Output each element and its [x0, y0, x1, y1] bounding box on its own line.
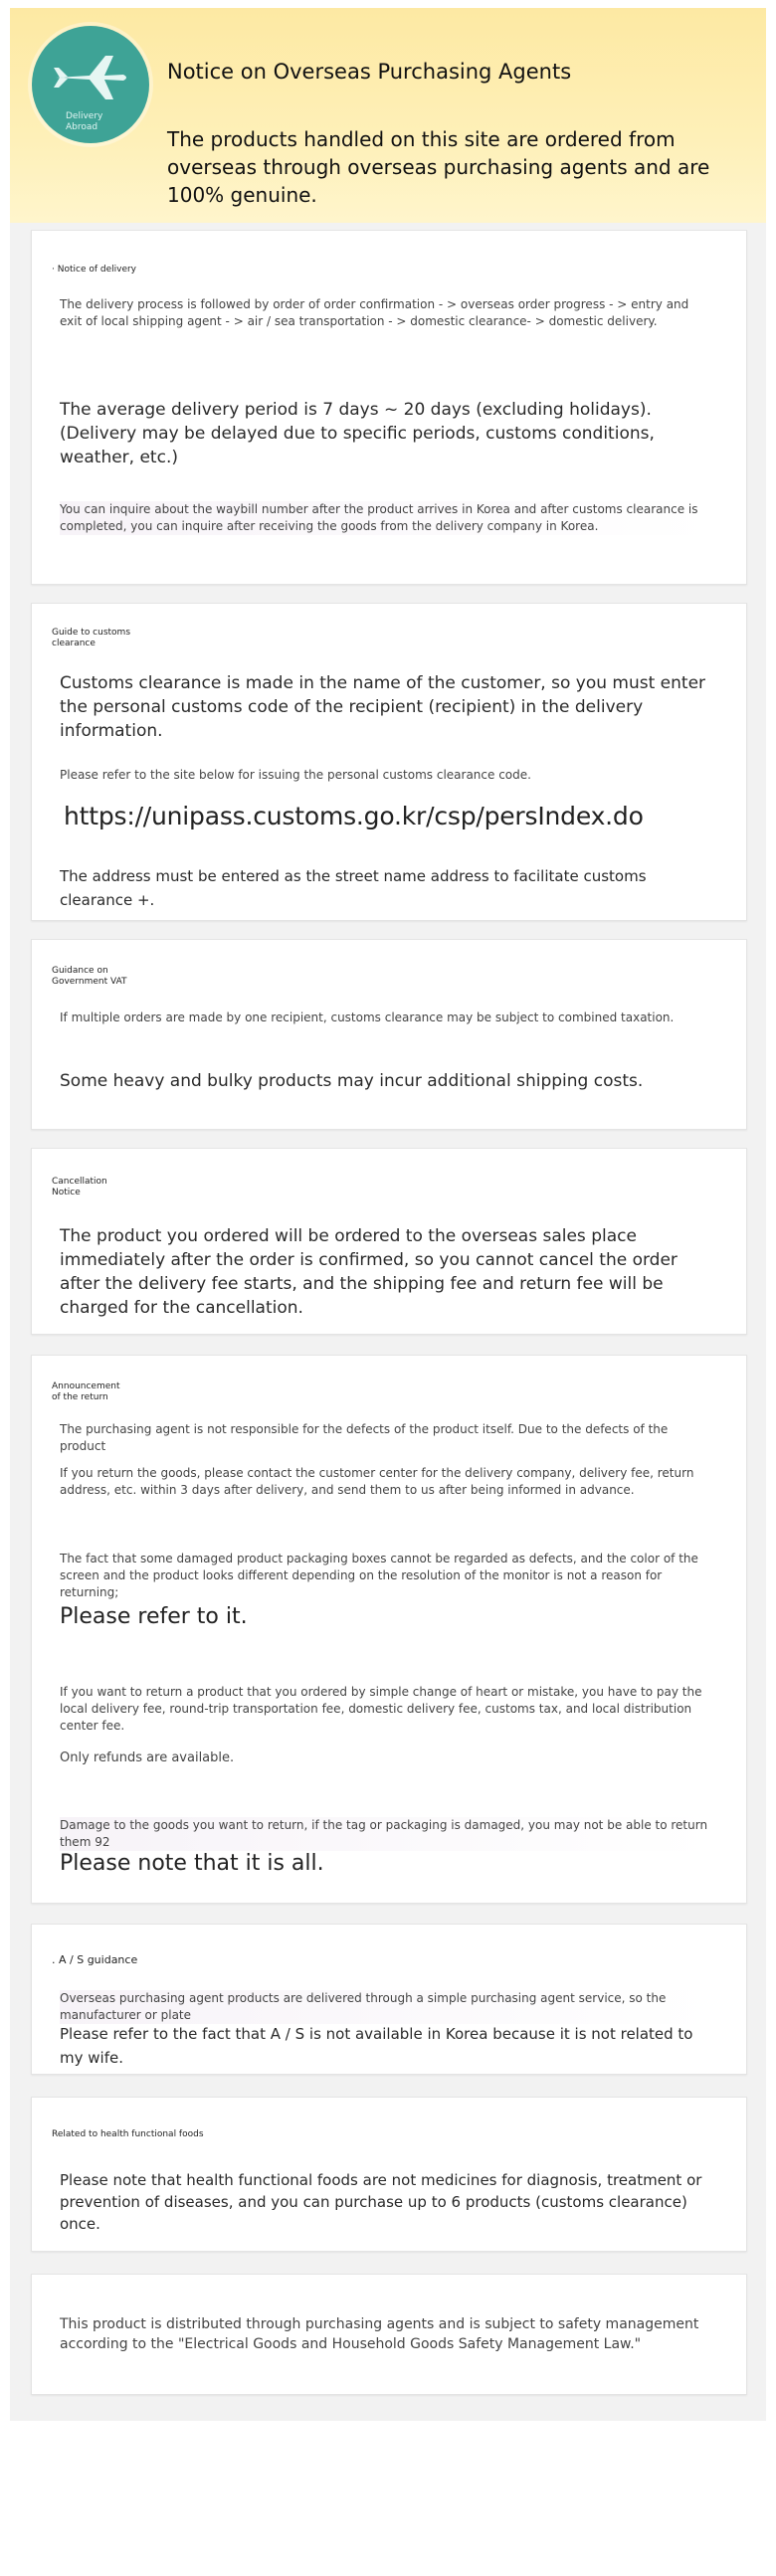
customs-code-text: Customs clearance is made in the name of the customer, so you must enter the personal customs code of the recipient (recipient) in the delivery information. — [60, 673, 706, 741]
section-label: · Notice of delivery — [52, 265, 137, 275]
cancellation-notice-card — [31, 1148, 747, 1335]
notice-header — [10, 8, 766, 223]
return-refer-text: Please refer to it. — [60, 1604, 248, 1629]
as-delivery-text: Overseas purchasing agent products are delivered through a simple purchasing agent service, so the manufacturer or plate — [60, 1990, 711, 2024]
delivery-notice-card — [31, 230, 747, 585]
safety-law-text: This product is distributed through purchasing agents and is subject to safety management according to the "Electrical Goods and Household Goods Safety Management Law." — [60, 2316, 699, 2352]
section-label: . A / S guidance — [52, 1953, 138, 1966]
return-note-text: Please note that it is all. — [60, 1851, 324, 1876]
waybill-inquiry-text: You can inquire about the waybill number after the product arrives in Korea and after customs clearance is completed, you can inquire after receiving the goods from the delivery company in Korea. — [60, 501, 711, 535]
customs-guide-card — [31, 603, 747, 921]
page-subtitle: The products handled on this site are ordered from overseas through overseas purchasing agents and are 100% genuine. — [167, 127, 710, 207]
content-panel — [10, 223, 766, 2421]
vat-guide-card — [31, 939, 747, 1130]
delivery-abroad-logo — [32, 26, 149, 143]
safety-management-card — [31, 2274, 747, 2395]
return-fees-text: If you want to return a product that you ordered by simple change of heart or mistake, you have to pay the local delivery fee, round-trip transportation fee, domestic delivery fee, customs tax, and local distribution center fee. — [60, 1685, 702, 1733]
return-packaging-text: The fact that some damaged product packaging boxes cannot be regarded as defects, and the color of the screen and the product looks different depending on the resolution of the monitor is not a reason for returning; — [60, 1552, 698, 1599]
refund-only-text: Only refunds are available. — [60, 1750, 235, 1765]
section-label: Related to health functional foods — [52, 2129, 204, 2139]
unipass-link[interactable]: https://unipass.customs.go.kr/csp/persIndex.do — [64, 802, 644, 830]
cancellation-text: The product you ordered will be ordered to the overseas sales place immediately after the order is confirmed, so you cannot cancel the order after the delivery fee starts, and the shipping fee and return fee will be charged for the cancellation. — [60, 1226, 678, 1318]
section-label: Guide to customs clearance — [52, 628, 131, 648]
as-guidance-card — [31, 1924, 747, 2075]
return-announcement-card — [31, 1355, 747, 1904]
section-label: Guidance on Government VAT — [52, 966, 127, 987]
as-korea-text: Please refer to the fact that A / S is not available in Korea because it is not related to my wife. — [60, 2025, 693, 2067]
shipping-cost-text: Some heavy and bulky products may incur additional shipping costs. — [60, 1071, 644, 1091]
return-contact-text: If you return the goods, please contact the customer center for the delivery company, delivery fee, return address, etc. within 3 days after delivery, and send them to us after being informed in advance. — [60, 1466, 694, 1497]
airplane-icon — [50, 48, 131, 107]
return-defects-text: The purchasing agent is not responsible for the defects of the product itself. Due to the defects of the product — [60, 1422, 669, 1453]
return-damage-text: Damage to the goods you want to return, if the tag or packaging is damaged, you may not be able to return them 92 — [60, 1817, 711, 1851]
logo-text: Delivery Abroad — [66, 111, 103, 132]
delivery-period-text: The average delivery period is 7 days ~ 20 days (excluding holidays). (Delivery may be delayed due to specific periods, customs conditions, weather, etc.) — [60, 400, 655, 467]
section-label: Cancellation Notice — [52, 1177, 107, 1197]
health-foods-card — [31, 2097, 747, 2252]
street-address-text: The address must be entered as the street name address to facilitate customs clearance +. — [60, 867, 647, 909]
combined-taxation-text: If multiple orders are made by one recipient, customs clearance may be subject to combined taxation. — [60, 1011, 675, 1024]
health-foods-text: Please note that health functional foods are not medicines for diagnosis, treatment or prevention of diseases, and you can purchase up to 6 products (customs clearance) once. — [60, 2171, 702, 2233]
page-title: Notice on Overseas Purchasing Agents — [167, 60, 572, 84]
delivery-process-text: The delivery process is followed by order of order confirmation - > overseas order progress - > entry and exit of local shipping agent - > air / sea transportation - > domestic clearance- > domestic delivery. — [60, 297, 689, 328]
customs-site-text: Please refer to the site below for issuing the personal customs clearance code. — [60, 768, 531, 782]
section-label: Announcement of the return — [52, 1381, 120, 1402]
